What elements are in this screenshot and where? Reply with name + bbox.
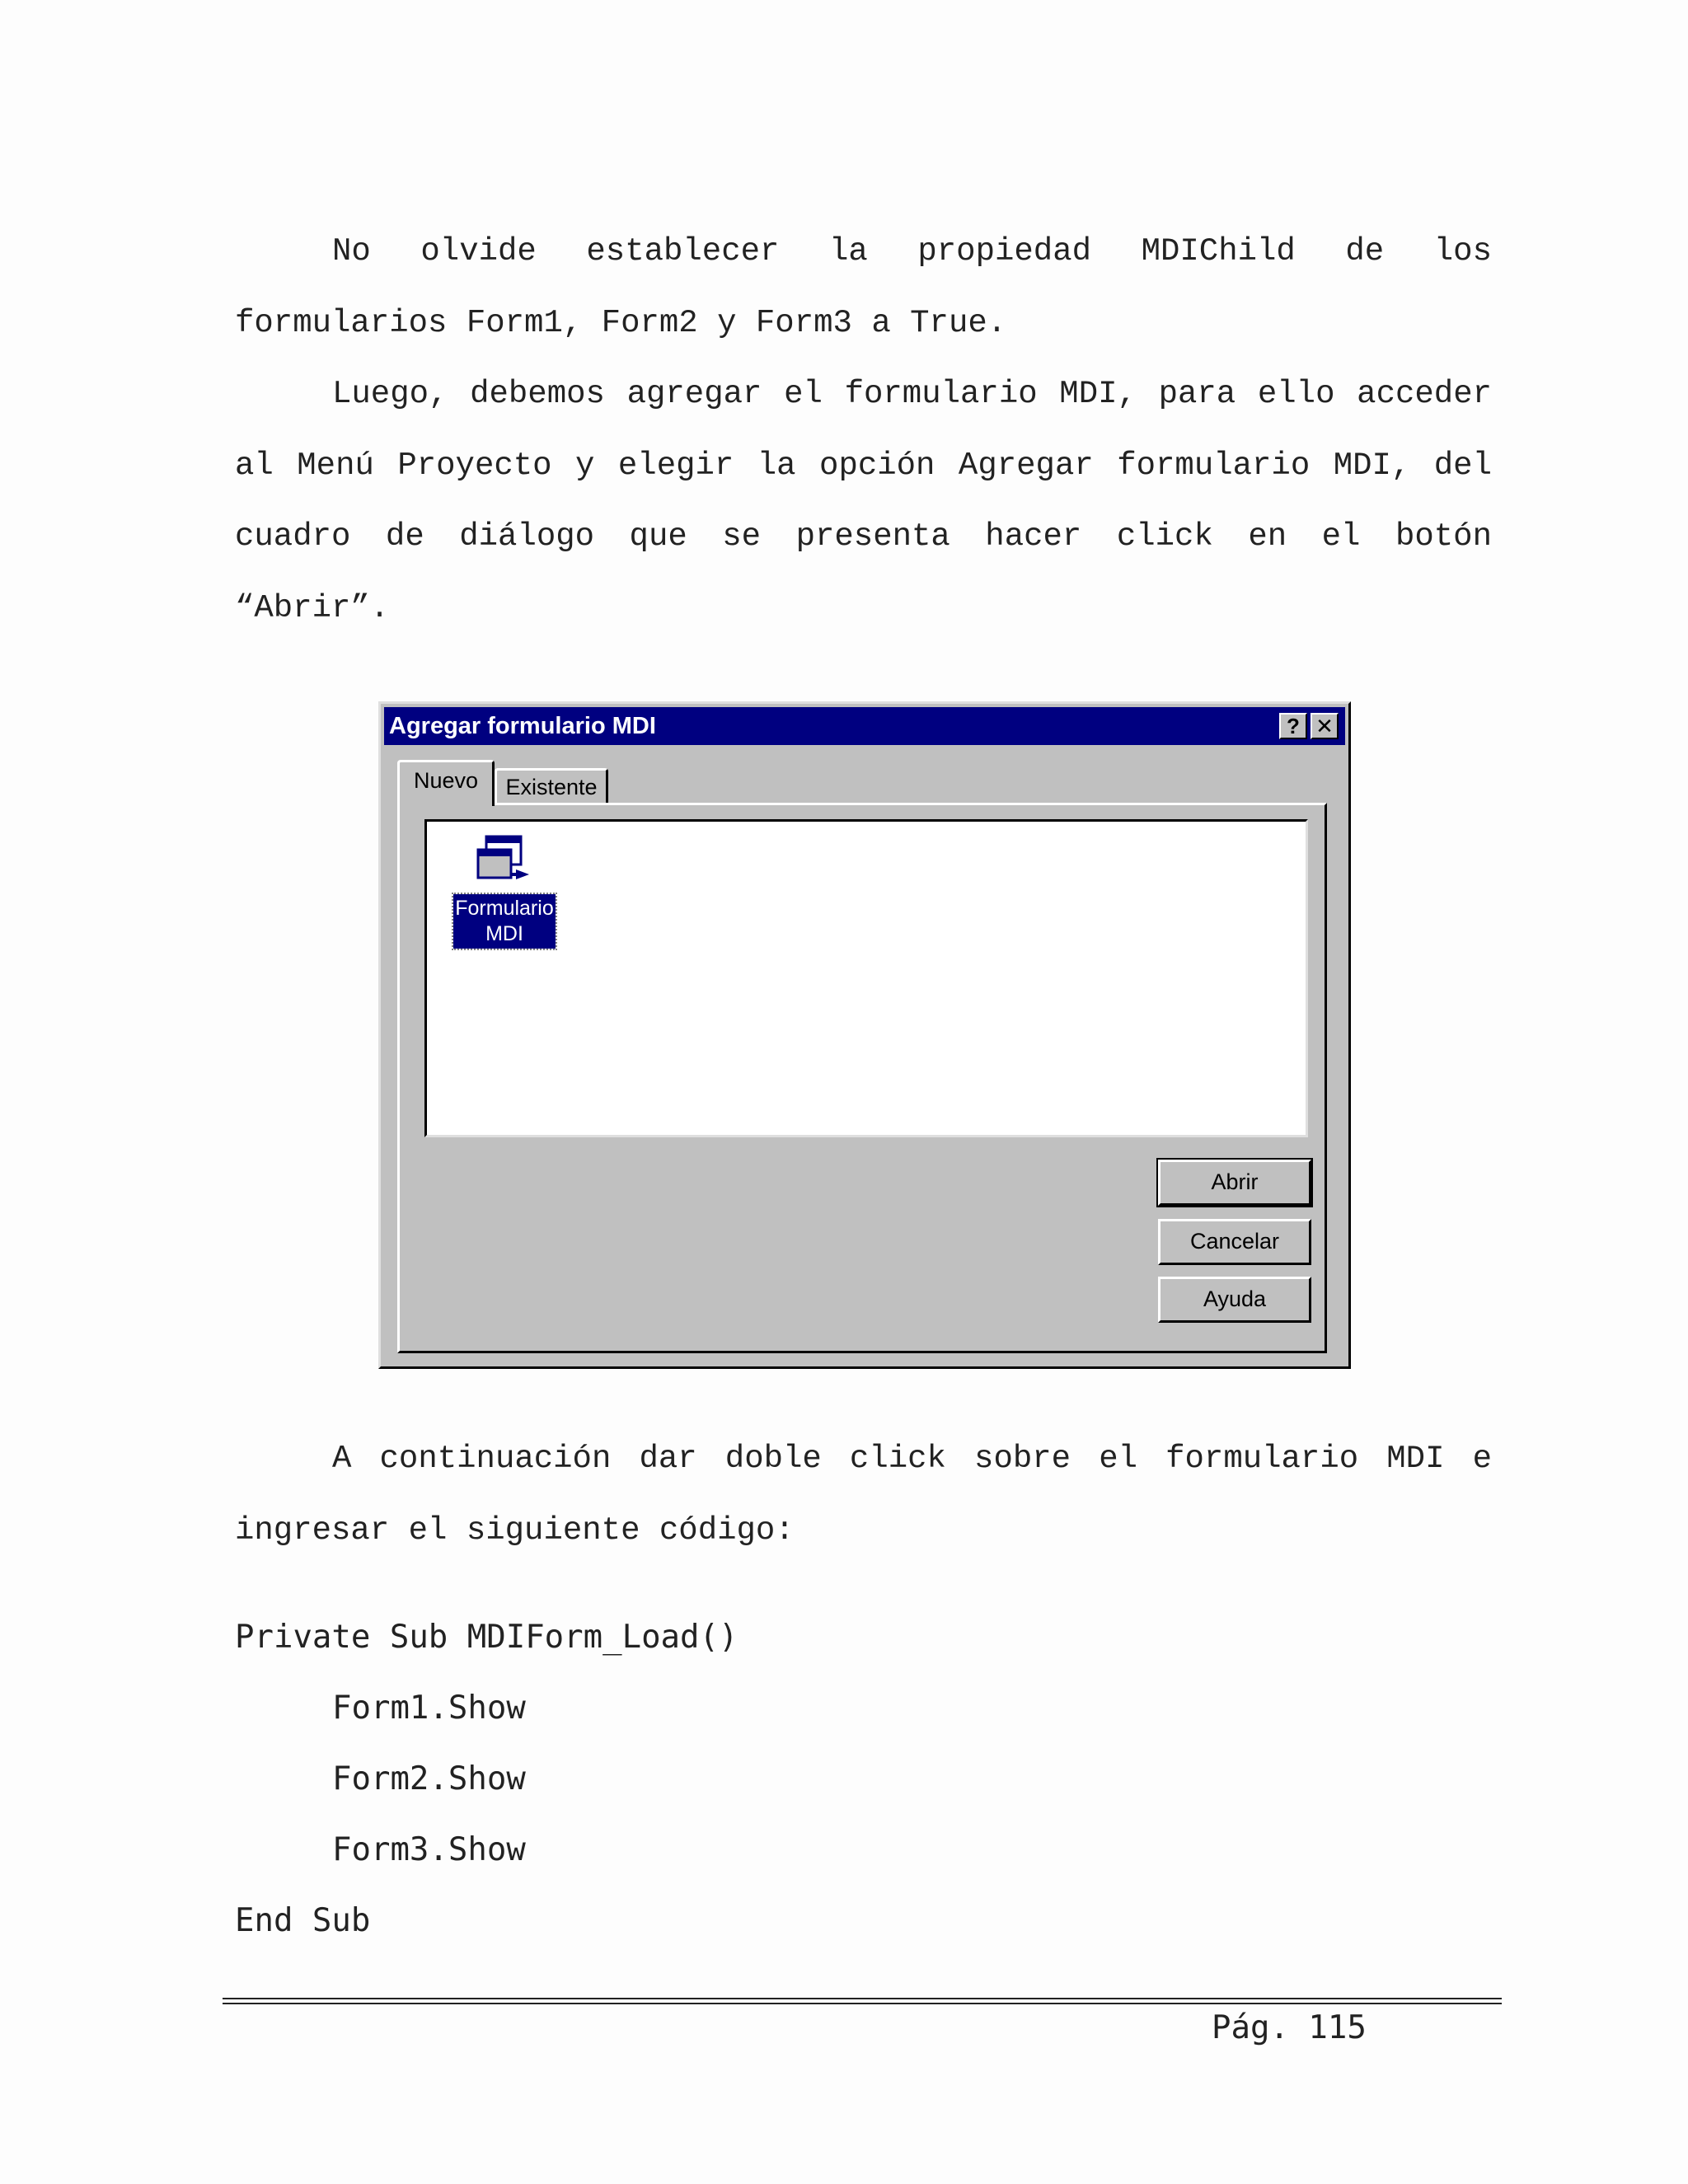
tab-panel xyxy=(397,803,1327,1353)
help-button[interactable]: Ayuda xyxy=(1158,1277,1311,1323)
list-item-formulario-mdi[interactable] xyxy=(447,833,562,949)
help-title-button[interactable]: ? xyxy=(1279,713,1307,739)
paragraph-text: Luego, debemos agregar el formulario MDI, para ello acceder al Menú Proyecto y elegir la opción Agregar formulario MDI, del cuadro de diálogo que se presenta hacer click en el botón “Abrir”. xyxy=(235,376,1492,626)
paragraph-code-intro xyxy=(235,1423,1492,1566)
list-item-label-line1: Formulario xyxy=(455,897,554,920)
code-line: Form1.Show xyxy=(332,1690,526,1727)
footer-rule-top xyxy=(223,1998,1502,1999)
tab-existente[interactable]: Existente xyxy=(495,768,608,804)
mdi-form-icon xyxy=(475,833,534,884)
footer-rule-bottom xyxy=(223,2003,1502,2004)
dialog-titlebar[interactable] xyxy=(384,707,1345,745)
cancel-button[interactable]: Cancelar xyxy=(1158,1219,1311,1265)
paragraph-text: No olvide establecer la propiedad MDIChild de los formularios Form1, Form2 y Form3 a True. xyxy=(235,233,1492,341)
paragraph-text: A continuación dar doble click sobre el formulario MDI e ingresar el siguiente código: xyxy=(235,1441,1492,1549)
paragraph-mdichild xyxy=(235,216,1492,359)
add-mdi-form-dialog xyxy=(378,701,1351,1369)
code-line: Form3.Show xyxy=(332,1831,526,1868)
paragraph-add-mdi xyxy=(235,359,1492,644)
code-line: End Sub xyxy=(235,1902,371,1939)
list-item-label xyxy=(453,894,555,949)
tab-nuevo[interactable]: Nuevo xyxy=(397,760,495,806)
dialog-title: Agregar formulario MDI xyxy=(389,713,656,739)
code-line: Private Sub MDIForm_Load() xyxy=(235,1619,738,1656)
page-number: Pág. 115 xyxy=(1212,2009,1367,2046)
template-list[interactable] xyxy=(424,819,1308,1137)
open-button[interactable]: Abrir xyxy=(1158,1160,1311,1206)
close-title-button[interactable]: ✕ xyxy=(1311,713,1339,739)
list-item-label-line2: MDI xyxy=(485,922,523,945)
code-line: Form2.Show xyxy=(332,1760,526,1797)
